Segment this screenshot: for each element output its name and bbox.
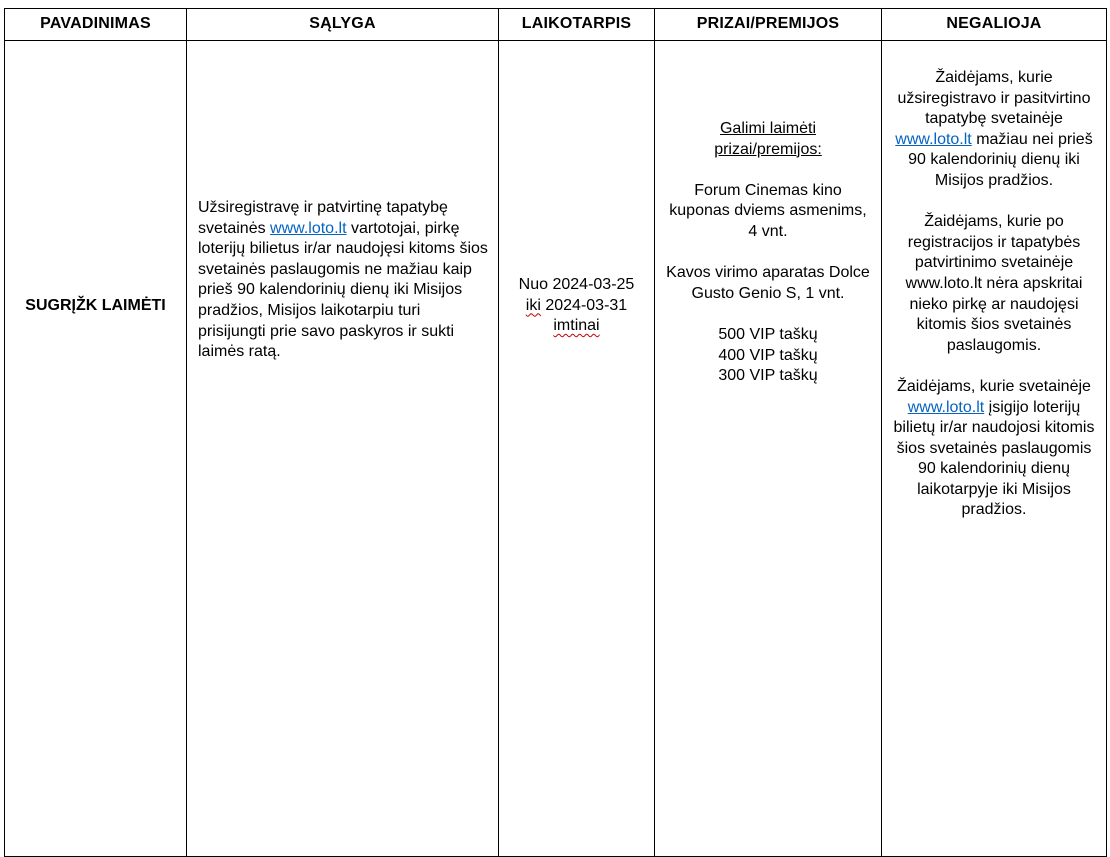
header-period: LAIKOTARPIS [499,9,655,41]
excluded-cell [882,41,1107,857]
period-inclusive-line [508,316,645,337]
prize-item-coffee: Kavos virimo aparatas Dolce Gusto Genio S, 1 vnt. [666,264,870,302]
table-row [5,41,1107,857]
excluded-p3-link[interactable]: www.loto.lt [907,398,985,416]
period-to-line [508,296,645,317]
prize-vip-500: 500 VIP taškų [718,325,818,343]
excluded-paragraph-2: Žaidėjams, kurie po registracijos ir tapatybės patvirtinimo svetainėje www.loto.lt nėra apskritai nieko pirkę ar naudojęsi kitomis šios svetainės paslaugomis. [905,213,1083,354]
promotion-table [4,8,1107,857]
period-inclusive: imtinai [553,317,600,335]
condition-rest: pirkę loterijų bilietus ir/ar naudojęsi kitoms šios svetainės paslaugomis ne mažiau kaip prieš 90 kalendorinių dienų iki Misijos pradžios, Misijos laikotarpiu turi prisijungti prie savo paskyros ir sukti laimės ratą. [198,219,488,361]
condition-link[interactable]: www.loto.lt [270,219,347,237]
excluded-paragraph-3 [891,377,1097,521]
excluded-p3-text-end: įsigijo loterijų bilietų ir/ar naudojosi kitomis šios svetainės paslaugomis 90 kalendorinių dienų laikotarpyje iki Misijos pradžios. [893,398,1095,519]
excluded-p3-text: Žaidėjams, kurie svetainėje [897,377,1091,395]
header-name: PAVADINIMAS [5,9,187,41]
header-row [5,9,1107,41]
prize-item-cinema: Forum Cinemas kino kuponas dviems asmenims, 4 vnt. [669,181,867,240]
condition-line2-post: vartotojai, [346,219,421,237]
header-condition: SĄLYGA [187,9,499,41]
period-from: Nuo 2024-03-25 [518,276,635,293]
condition-line1: Užsiregistravę ir patvirtinę tapatybę [198,199,448,216]
excluded-p1-text: Žaidėjams, kurie užsiregistravo ir pasitvirtino tapatybę svetainėje [897,69,1091,128]
prizes-heading-line1: Galimi laimėti [719,120,816,137]
promotion-name-cell [5,41,187,857]
excluded-p1-link[interactable]: www.loto.lt [895,130,972,148]
excluded-p1-text-end: mažiau nei prieš 90 kalendorinių dienų iki Misijos pradžios. [908,130,1093,189]
period-cell [499,41,655,857]
excluded-paragraph-1 [891,68,1097,192]
header-prizes: PRIZAI/PREMIJOS [655,9,882,41]
prizes-heading-line2: prizai/premijos: [714,140,822,158]
promotion-name: SUGRĮŽK LAIMĖTI [25,297,166,314]
condition-line2-pre: svetainės [198,219,271,237]
header-excluded: NEGALIOJA [882,9,1107,41]
period-to-date: 2024-03-31 [540,296,628,314]
prizes-cell [655,41,882,857]
prize-vip-400: 400 VIP taškų [718,346,818,364]
condition-cell [187,41,499,857]
prize-vip-300: 300 VIP taškų [718,367,818,385]
period-to-word: iki [525,296,541,314]
